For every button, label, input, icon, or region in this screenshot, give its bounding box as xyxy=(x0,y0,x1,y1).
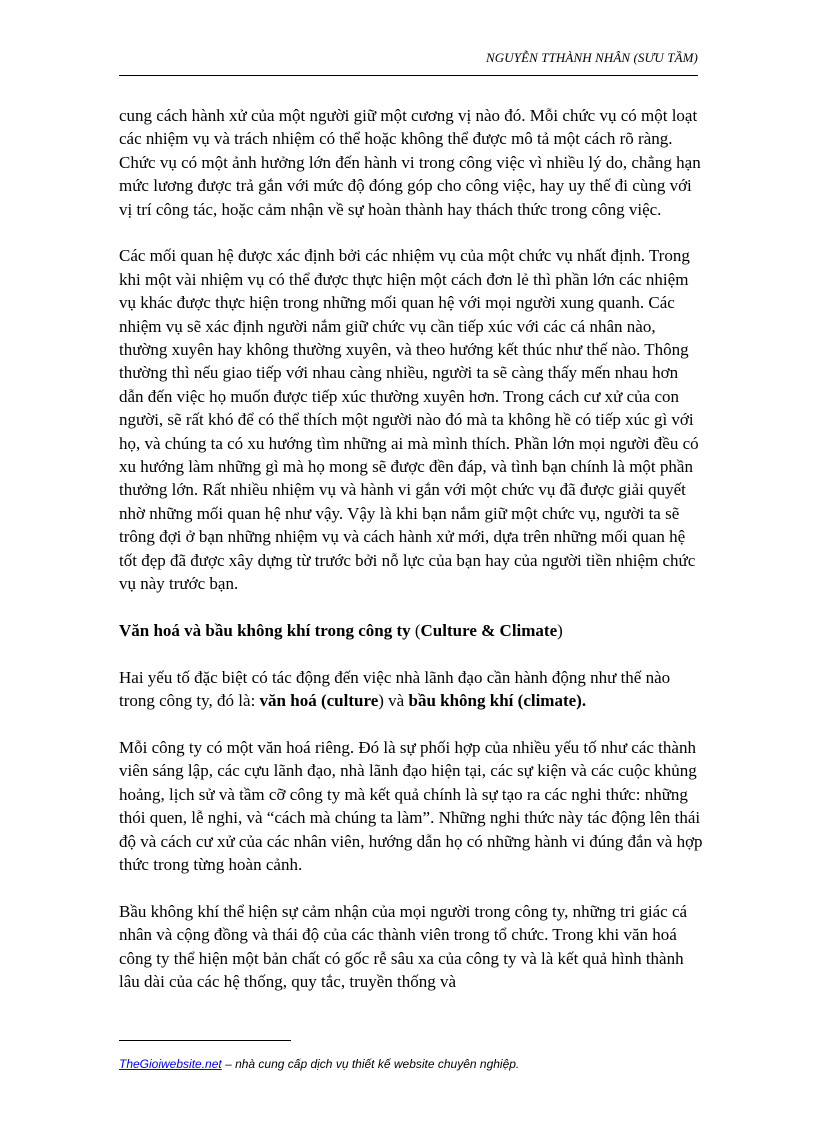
page-header: NGUYỄN TTHÀNH NHÂN (SƯU TẦM) xyxy=(486,50,698,65)
term-climate-en: climate xyxy=(523,691,577,711)
paragraph-3-text-5: ). xyxy=(576,691,587,711)
paragraph-3-text-2: ( xyxy=(316,691,327,711)
section-heading-paren-close: ) xyxy=(557,620,563,640)
section-heading-text: Văn hoá và bầu không khí trong công ty xyxy=(119,620,411,640)
term-culture-en: culture xyxy=(326,691,379,711)
section-heading-english: Culture & Climate xyxy=(420,620,558,640)
paragraph-3 xyxy=(119,666,704,713)
page-footer xyxy=(119,1057,519,1071)
paragraph-1: cung cách hành xử của một người giữ một cương vị nào đó. Mỗi chức vụ có một loạt các nhiệm vụ và trách nhiệm có thể hoặc không thể được mô tả một cách rõ ràng. Chức vụ có một ảnh hưởng lớn đến hành vi trong công việc vì nhiều lý do, chẳng hạn mức lương được trả gắn với mức độ đóng góp cho công việc, hay uy thế đi cùng với vị trí công tác, hoặc cảm nhận về sự hoàn thành hay thách thức trong công việc. xyxy=(119,106,701,219)
footer-website-link[interactable]: TheGioiwebsite.net xyxy=(119,1057,222,1071)
paragraph-4: Mỗi công ty có một văn hoá riêng. Đó là sự phối hợp của nhiều yếu tố như các thành viên sáng lập, các cựu lãnh đạo, nhà lãnh đạo hiện tại, các sự kiện và các cuộc khủng hoảng, lịch sử và tầm cỡ công ty mà kết quả chính là sự tạo ra các nghi thức: những thói quen, lễ nghi, và “cách mà chúng ta làm”. Những nghi thức này tác động lên thái độ và cách cư xử của các nhân viên, hướng dẫn họ có những hành vi đúng đắn và hợp thức trong từng hoàn cảnh. xyxy=(119,737,703,874)
footer-text: – nhà cung cấp dịch vụ thiết kế website chuyên nghiệp. xyxy=(221,1057,520,1071)
paragraph-3-text-4: ( xyxy=(513,691,524,711)
term-culture-vi: văn hoá xyxy=(259,691,317,711)
document-body xyxy=(119,104,704,1017)
header-rule xyxy=(119,75,698,76)
term-climate-vi: bầu không khí xyxy=(408,691,514,711)
paragraph-5: Bầu không khí thể hiện sự cảm nhận của mọi người trong công ty, những tri giác cá nhân và cộng đồng và thái độ của các thành viên trong tổ chức. Trong khi văn hoá công ty thể hiện một bản chất có gốc rễ sâu xa của công ty và là kết quả hình thành lâu dài của các hệ thống, quy tắc, truyền thống và xyxy=(119,901,688,991)
paragraph-3-text-1: Hai yếu tố đặc biệt có tác động đến việc nhà lãnh đạo cần hành động như thế nào trong công ty, đó là: xyxy=(119,667,671,711)
paragraph-3-text-3: ) và xyxy=(378,691,409,711)
section-heading xyxy=(119,619,704,642)
paragraph-2: Các mối quan hệ được xác định bởi các nhiệm vụ của một chức vụ nhất định. Trong khi một vài nhiệm vụ có thể được thực hiện một cách đơn lẻ thì phần lớn các nhiệm vụ khác được thực hiện trong những mối quan hệ với mọi người xung quanh. Các nhiệm vụ sẽ xác định người nắm giữ chức vụ cần tiếp xúc với các cá nhân nào, thường xuyên hay không thường xuyên, và theo hướng kết thúc như thế nào. Thông thường thì nếu giao tiếp với nhau càng nhiều, người ta sẽ càng thấy mến nhau hơn dẫn đến việc họ muốn được tiếp xúc thường xuyên hơn. Trong cách cư xử của con người, sẽ rất khó để có thể thích một người nào đó mà ta không hề có tiếp xúc gì với họ, và chúng ta có xu hướng tìm những ai mà mình thích. Phần lớn mọi người đều có xu hướng làm những gì mà họ mong sẽ được đền đáp, và tình bạn chính là một phần thưởng lớn. Rất nhiều nhiệm vụ và hành vi gắn với một chức vụ đã được giải quyết nhờ những mối quan hệ như vậy. Vậy là khi bạn nắm giữ một chức vụ, người ta sẽ trông đợi ở bạn những nhiệm vụ và cách hành xử mới, dựa trên những mối quan hệ tốt đẹp đã được xây dựng từ trước bởi nỗ lực của bạn hay của người tiền nhiệm chức vụ này trước bạn. xyxy=(119,246,699,594)
section-heading-paren-open: ( xyxy=(410,620,421,640)
footer-rule xyxy=(119,1040,291,1041)
